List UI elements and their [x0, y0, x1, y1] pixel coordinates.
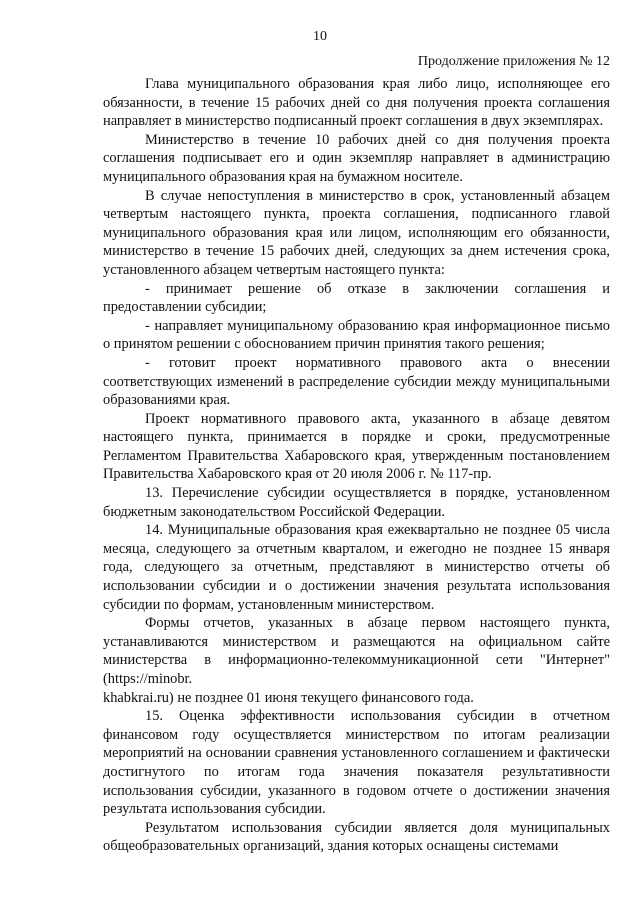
- page-number: 10: [313, 29, 327, 44]
- paragraph-report-forms-continuation: khabkrai.ru) не позднее 01 июня текущего финансового года.: [103, 689, 474, 706]
- paragraph-item-15: 15. Оценка эффективности использования субсидии в отчетном финансовом году осуществляется министерством по итогам реализации мероприятий на основании сравнения установленного соглашением и фактически достигнутого по итогам года значения показателя результативности использования субсидии, указанного в годовом отчете о достижении значения результата использования субсидии.: [103, 708, 610, 818]
- list-item-refusal: - принимает решение об отказе в заключении соглашения и предоставлении субсидии;: [103, 280, 610, 316]
- appendix-continuation-note: Продолжение приложения № 12: [417, 54, 610, 69]
- paragraph-result: Результатом использования субсидии является доля муниципальных общеобразовательных организаций, здания которых оснащены системами: [103, 819, 610, 855]
- paragraph-item-14: 14. Муниципальные образования края ежеквартально не позднее 05 числа месяца, следующего за отчетным кварталом, и ежегодно не позднее 15 января года, следующего за отчетным, представляют в министерство отчеты об использовании субсидии и о достижении значения результата использования субсидии по формам, установленным министерством.: [103, 522, 610, 613]
- list-item-draft-act: - готовит проект нормативного правового акта о внесении соответствующих изменений в распределение субсидии между муниципальными образованиями края.: [103, 354, 610, 409]
- paragraph-report-forms: Формы отчетов, указанных в абзаце первом настоящего пункта, устанавливаются министерством и размещаются на официальном сайте министерства в информационно-телекоммуникационной сети "Интернет" (https://minobr.: [103, 615, 610, 687]
- paragraph-item-13: 13. Перечисление субсидии осуществляется в порядке, установленном бюджетным законодательством Российской Федерации.: [103, 485, 610, 520]
- paragraph-ministry-signing: Министерство в течение 10 рабочих дней со дня получения проекта соглашения подписывает его и один экземпляр направляет в администрацию муниципального образования края на бумажном носителе.: [103, 131, 610, 185]
- list-item-info-letter: - направляет муниципальному образованию края информационное письмо о принятом решении с обоснованием причин принятия такого решения;: [103, 317, 610, 353]
- paragraph-non-receipt: В случае непоступления в министерство в срок, установленный абзацем четвертым настоящего пункта, проекта соглашения, подписанного главой муниципального образования края или лицом, исполняющим его обязанности, министерство в течение 15 рабочих дней, следующих за днем истечения срока, установленного абзацем четвертым настоящего пункта:: [103, 187, 610, 278]
- paragraph-head-signing: Глава муниципального образования края либо лицо, исполняющее его обязанности, в течение 15 рабочих дней со дня получения проекта соглашения направляет в министерство подписанный проект соглашения в двух экземплярах.: [103, 76, 610, 130]
- paragraph-draft-act-adoption: Проект нормативного правового акта, указанного в абзаце девятом настоящего пункта, принимается в порядке и сроки, предусмотренные Регламентом Правительства Хабаровского края, утвержденным постановлением Правительства Хабаровского края от 20 июля 2006 г. № 117-пр.: [103, 410, 610, 483]
- document-body: [103, 75, 610, 856]
